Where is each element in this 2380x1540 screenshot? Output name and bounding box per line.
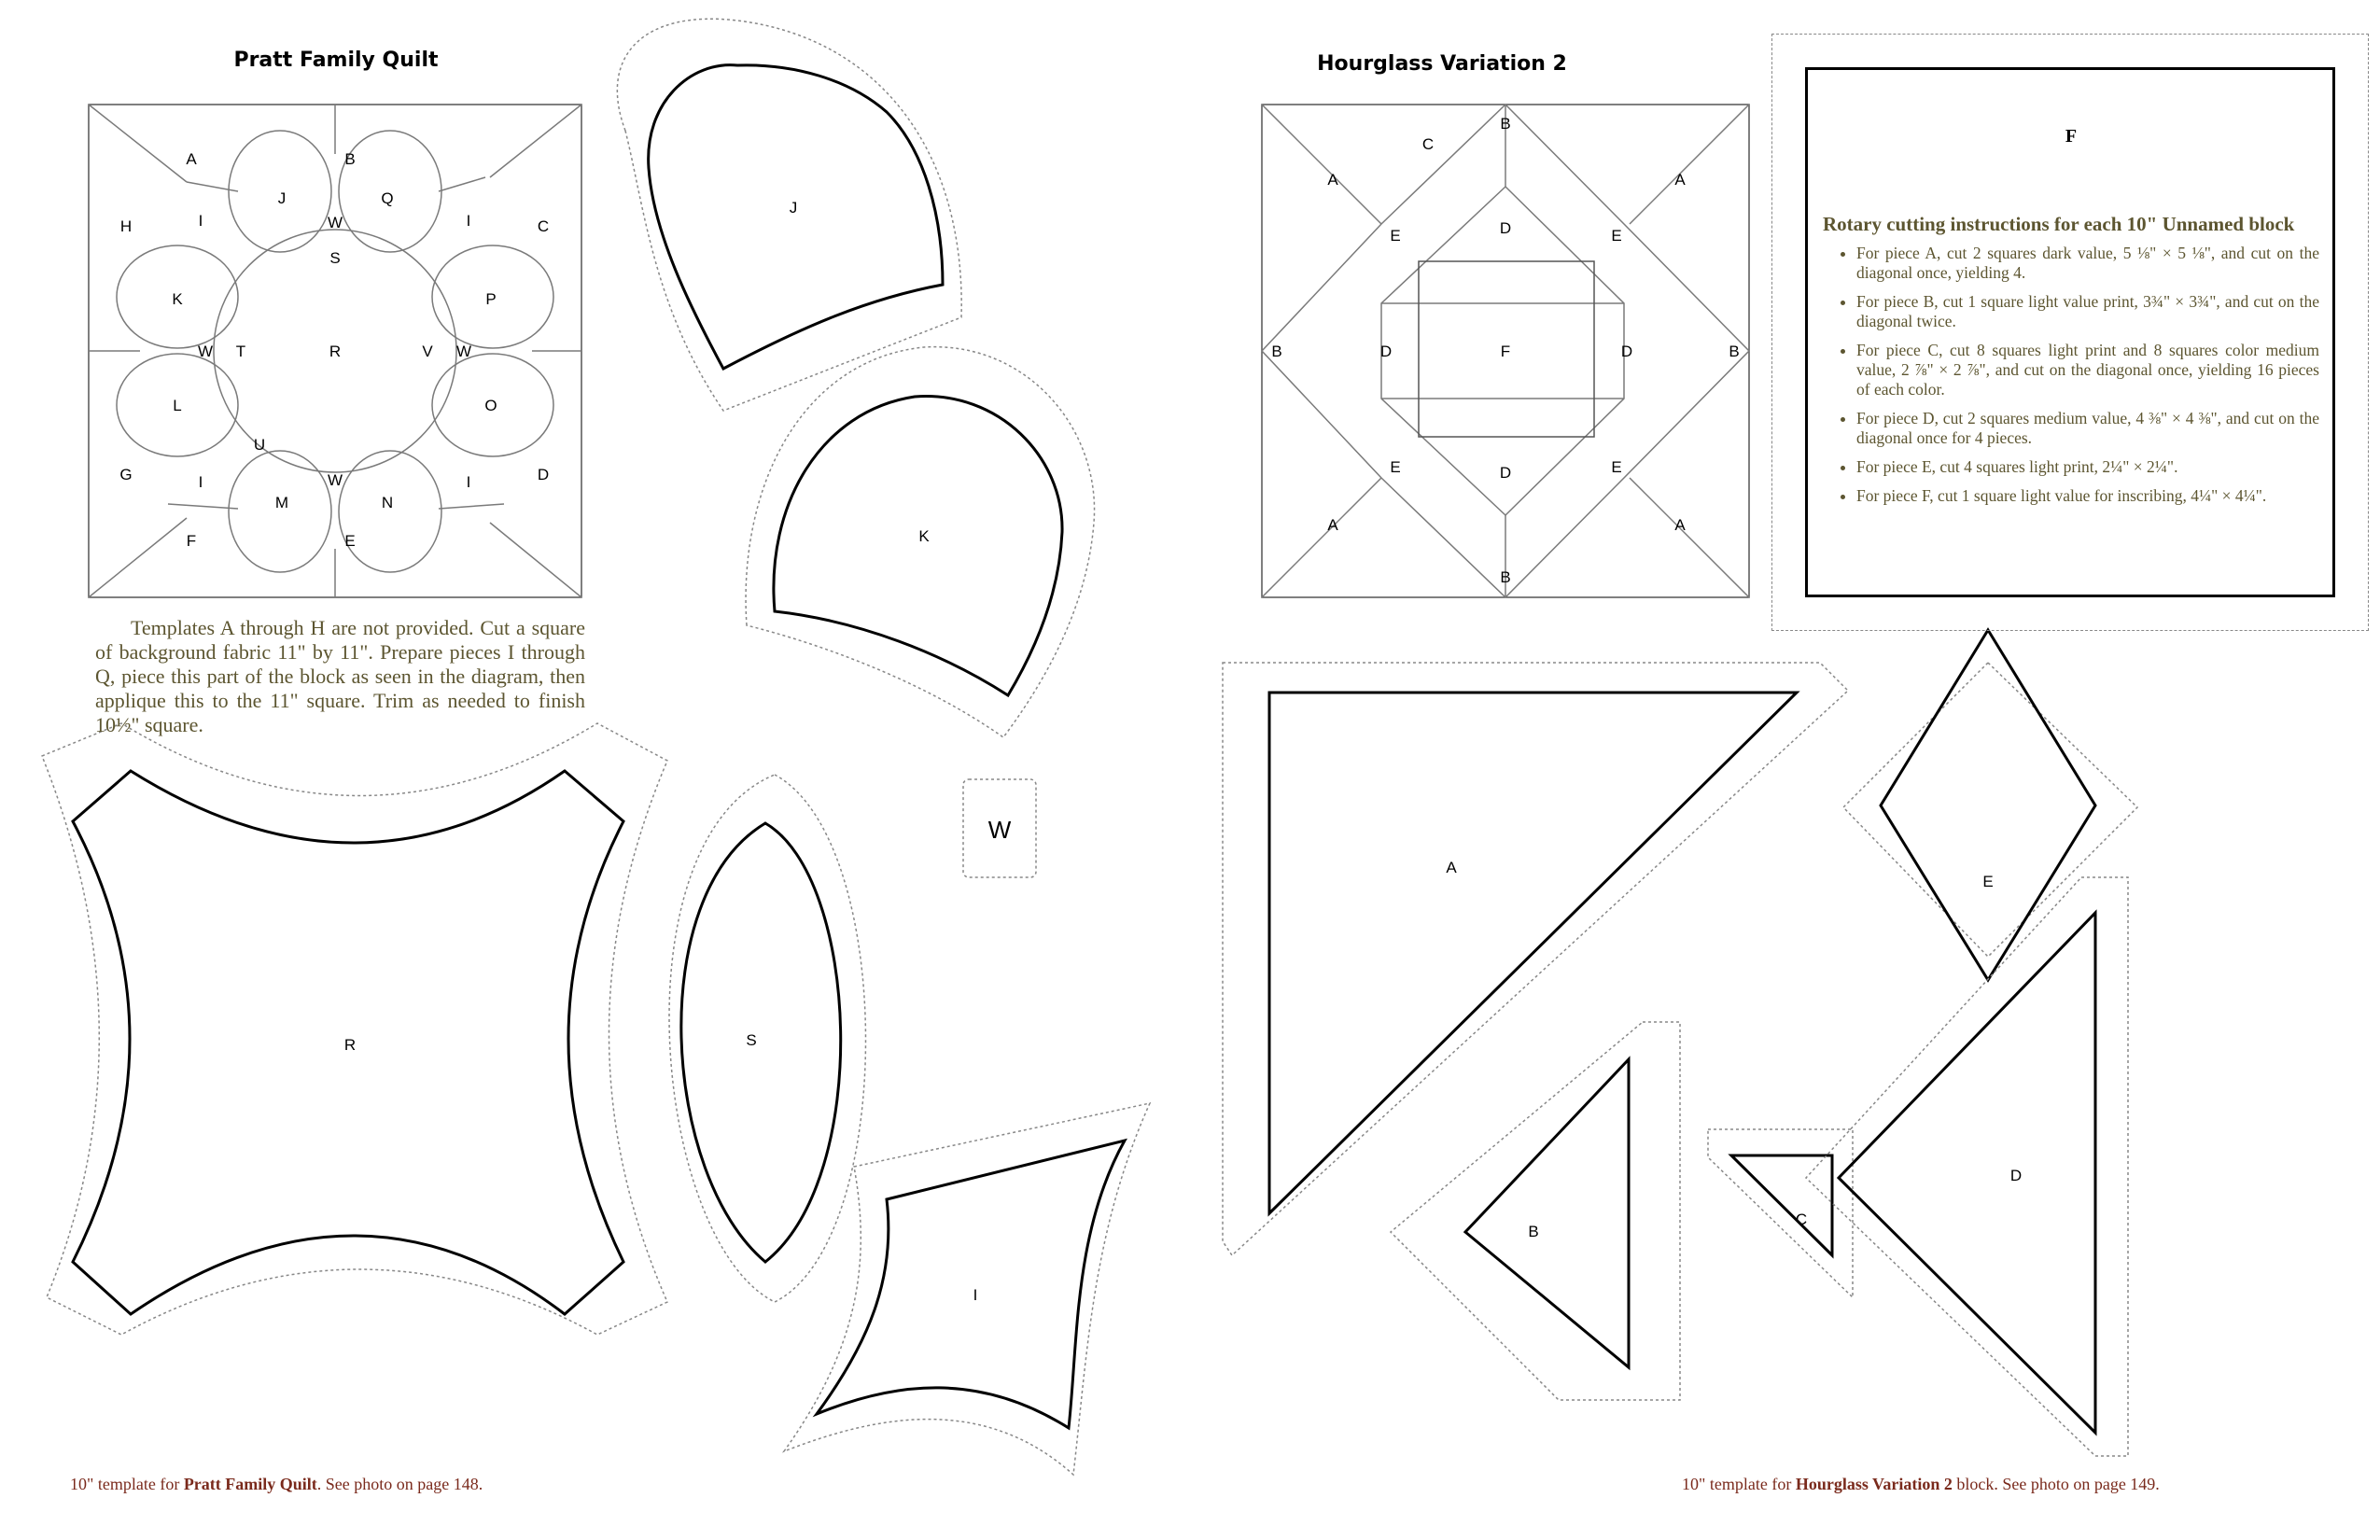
caption-prefix: 10" template for bbox=[70, 1475, 184, 1493]
block-label: G bbox=[119, 466, 133, 483]
block-label: K bbox=[172, 290, 183, 308]
block-label: U bbox=[253, 436, 266, 454]
block-label: D bbox=[537, 466, 550, 483]
block-label: E bbox=[344, 532, 356, 550]
block-label: P bbox=[485, 290, 497, 308]
template-c bbox=[1708, 1129, 1853, 1297]
block-label: R bbox=[329, 343, 342, 360]
block-label: C bbox=[1421, 135, 1435, 153]
block-label: B bbox=[1729, 343, 1740, 360]
block-label: I bbox=[198, 212, 203, 230]
template-label: A bbox=[1446, 859, 1457, 876]
template-w bbox=[963, 779, 1036, 877]
block-label: D bbox=[1379, 343, 1393, 360]
caption-prefix: 10" template for bbox=[1682, 1475, 1796, 1493]
instruction-item: • For piece D, cut 2 squares medium value, 4 ⅜" × 4 ⅜", and cut on the diagonal once for 4 pieces. bbox=[1856, 409, 2319, 448]
template-label: R bbox=[343, 1036, 357, 1054]
instruction-item: • For piece B, cut 1 square light value print, 3¾" × 3¾", and cut on the diagonal twice. bbox=[1856, 292, 2319, 331]
block-label: V bbox=[422, 343, 433, 360]
template-s bbox=[669, 775, 865, 1302]
template-b bbox=[1391, 1022, 1680, 1400]
block-label: W bbox=[197, 343, 214, 360]
instructions-list bbox=[1823, 244, 2319, 506]
caption-suffix: block. See photo on page 149. bbox=[1952, 1475, 2160, 1493]
block-label: T bbox=[235, 343, 246, 360]
block-label: F bbox=[186, 532, 197, 550]
instruction-item: • For piece C, cut 8 squares light print and 8 squares color medium value, 2 ⅞" × 2 ⅞", and cut on the diagonal once, yielding 16 pieces of each color. bbox=[1856, 341, 2319, 399]
block-label: H bbox=[119, 217, 133, 235]
block-label: O bbox=[484, 397, 497, 414]
block-label: A bbox=[1674, 516, 1686, 534]
instruction-item: • For piece E, cut 4 squares light print, 2¼" × 2¼". bbox=[1856, 457, 2319, 477]
block-label: B bbox=[1271, 343, 1282, 360]
block-label: W bbox=[327, 214, 343, 231]
pratt-block-labels bbox=[119, 150, 549, 550]
instruction-item: • For piece A, cut 2 squares dark value, 5 ⅛" × 5 ⅛", and cut on the diagonal once, yielding 4. bbox=[1856, 244, 2319, 283]
block-label: E bbox=[1611, 227, 1622, 245]
block-label: I bbox=[198, 473, 203, 491]
template-i bbox=[784, 1103, 1150, 1475]
template-a bbox=[1223, 663, 1848, 1255]
block-label: S bbox=[329, 249, 341, 267]
template-label: J bbox=[789, 199, 798, 217]
instructions-box bbox=[1805, 67, 2335, 597]
pratt-caption bbox=[70, 1475, 483, 1494]
block-label: W bbox=[455, 343, 472, 360]
caption-suffix: . See photo on page 148. bbox=[316, 1475, 483, 1493]
block-label: M bbox=[274, 494, 289, 511]
block-label: B bbox=[1500, 115, 1511, 133]
block-label: I bbox=[466, 212, 471, 230]
template-d bbox=[1806, 877, 2128, 1456]
block-label: B bbox=[344, 150, 356, 168]
block-label: J bbox=[277, 189, 287, 207]
pratt-title: Pratt Family Quilt bbox=[233, 49, 439, 72]
hourglass-title: Hourglass Variation 2 bbox=[1317, 52, 1567, 76]
block-label: Q bbox=[381, 189, 394, 207]
block-label: N bbox=[381, 494, 394, 511]
block-label: A bbox=[186, 150, 197, 168]
instruction-item: • For piece F, cut 1 square light value for inscribing, 4¼" × 4¼". bbox=[1856, 486, 2319, 506]
template-k bbox=[746, 347, 1094, 737]
hourglass-caption bbox=[1682, 1475, 2160, 1494]
block-label: A bbox=[1327, 516, 1338, 534]
block-label: D bbox=[1499, 464, 1512, 482]
block-label: D bbox=[1499, 219, 1512, 237]
template-e bbox=[1843, 630, 2137, 980]
block-label: I bbox=[466, 473, 471, 491]
block-label: L bbox=[173, 397, 182, 414]
template-label: K bbox=[918, 527, 930, 545]
template-j bbox=[617, 19, 961, 411]
block-label: A bbox=[1674, 171, 1686, 189]
template-label: B bbox=[1528, 1223, 1539, 1240]
instructions-heading: Rotary cutting instructions for each 10" Unnamed block bbox=[1823, 213, 2295, 235]
pratt-note: Templates A through H are not provided. Cut a square of background fabric 11" by 11". Prepare pieces I through Q, piece this part of the block as seen in the diagram, then applique this to the 11" square. Trim as needed to finish 10½" square. bbox=[95, 616, 585, 736]
block-label: E bbox=[1611, 458, 1622, 476]
caption-name: Hourglass Variation 2 bbox=[1795, 1475, 1953, 1493]
piece-f-label: F bbox=[2065, 126, 2078, 147]
template-r bbox=[42, 723, 667, 1335]
template-label: D bbox=[2009, 1167, 2023, 1184]
block-label: W bbox=[327, 471, 343, 489]
template-label: I bbox=[973, 1286, 978, 1304]
template-label: W bbox=[987, 816, 1012, 844]
block-label: A bbox=[1327, 171, 1338, 189]
template-label: C bbox=[1795, 1211, 1808, 1228]
block-label: C bbox=[537, 217, 550, 235]
block-label: E bbox=[1390, 227, 1401, 245]
block-label: B bbox=[1500, 568, 1511, 586]
template-label: E bbox=[1982, 873, 1994, 890]
block-label: E bbox=[1390, 458, 1401, 476]
block-label: F bbox=[1500, 343, 1511, 360]
block-label: D bbox=[1620, 343, 1633, 360]
caption-name: Pratt Family Quilt bbox=[183, 1475, 317, 1493]
template-label: S bbox=[746, 1031, 757, 1049]
